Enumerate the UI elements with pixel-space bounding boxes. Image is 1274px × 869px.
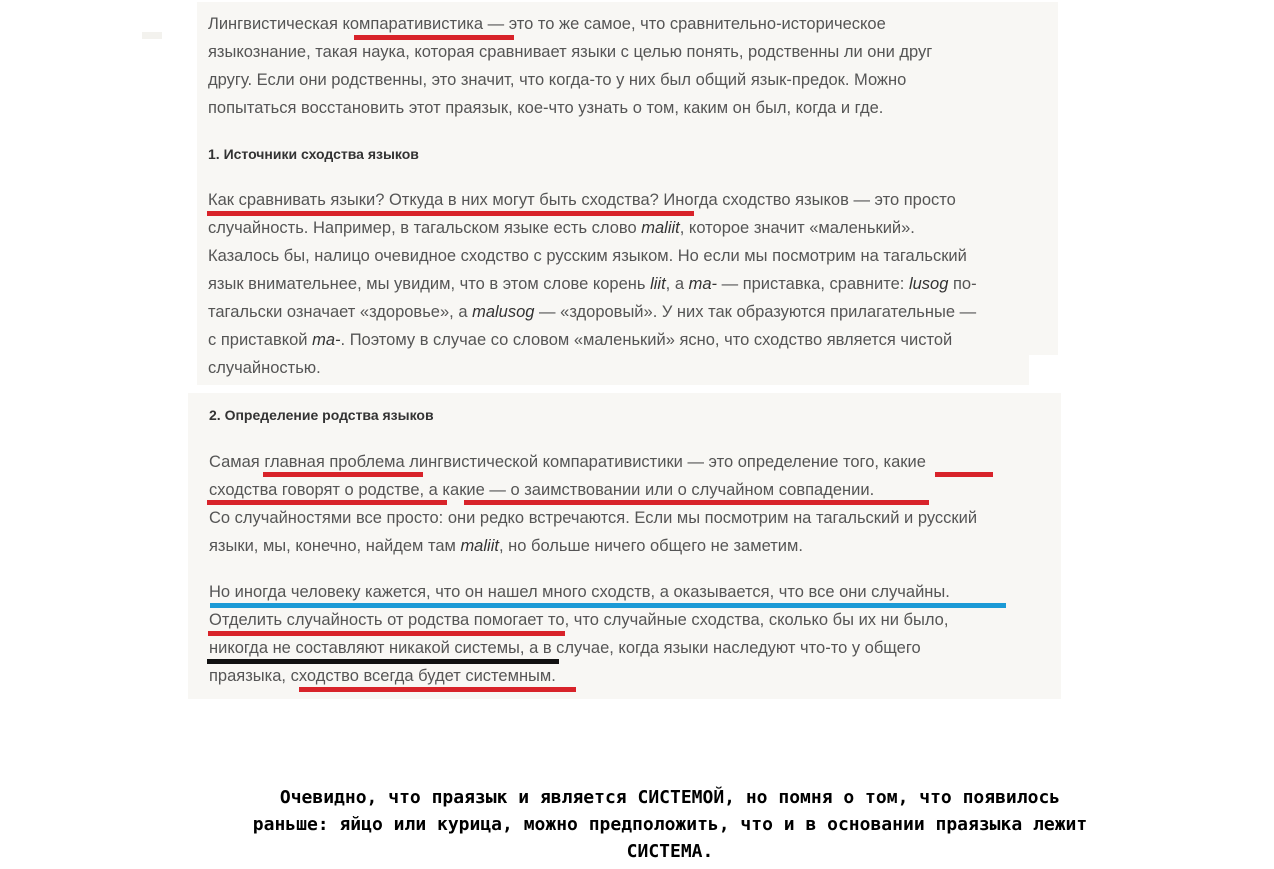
red-underline [263, 472, 423, 477]
intro-line: другу. Если они родственны, это значит, что когда-то у них был общий язык-предок. Можно [208, 71, 907, 89]
article-section-1 [197, 2, 1058, 385]
intro-line: Лингвистическая компаративистика — это то же самое, что сравнительно-историческое [208, 15, 886, 33]
red-underline [354, 35, 514, 40]
body-line: случайность. Например, в тагальском языке есть слово maliit, которое значит «маленький». [208, 219, 915, 237]
body-line: языки, мы, конечно, найдем там maliit, но больше ничего общего не заметим. [209, 537, 803, 555]
example-prefix: ma- [688, 275, 718, 293]
conclusion-caption [180, 784, 1160, 865]
red-underline [464, 500, 929, 505]
caption-line: СИСТЕМА. [626, 841, 714, 862]
red-underline [208, 631, 565, 636]
black-underline [207, 659, 559, 664]
body-line: Как сравнивать языки? Откуда в них могут быть сходства? Иногда сходство языков — это просто [208, 191, 956, 209]
body-line: Казалось бы, налицо очевидное сходство с русским языком. Но если мы посмотрим на тагальский [208, 247, 967, 265]
body-line: с приставкой ma-. Поэтому в случае со словом «маленький» ясно, что сходство является чистой [208, 331, 953, 349]
example-prefix: ma- [312, 331, 341, 349]
body-line: Но иногда человеку кажется, что он нашел много сходств, а оказывается, что все они случайны. [209, 583, 950, 601]
section-heading-sources: 1. Источники сходства языков [208, 146, 419, 162]
panel-notch [1029, 355, 1061, 391]
red-underline [299, 687, 576, 692]
body-line: никогда не составляют никакой системы, а в случае, когда языки наследуют что-то у общего [209, 639, 921, 657]
body-line: сходства говорят о родстве, а какие — о заимствовании или о случайном совпадении. [209, 481, 875, 499]
intro-paragraph [208, 10, 932, 122]
section-heading-kinship: 2. Определение родства языков [209, 407, 434, 423]
body-line: тагальски означает «здоровье», а malusog — «здоровый». У них так образуются прилагательные — [208, 303, 977, 321]
example-root: liit [650, 275, 666, 293]
body-line: Со случайностями все просто: они редко встречаются. Если мы посмотрим на тагальский и русский [209, 509, 978, 527]
corner-mark [142, 32, 162, 39]
article-section-2 [188, 393, 1061, 699]
body-line: случайностью. [208, 359, 321, 377]
red-underline [207, 500, 447, 505]
example-word: maliit [641, 219, 680, 237]
red-underline [935, 472, 993, 477]
body-line: Отделить случайность от родства помогает то, что случайные сходства, сколько бы их ни было, [209, 611, 949, 629]
body-line: язык внимательнее, мы увидим, что в этом слове корень liit, а ma- — приставка, сравните: lusog по- [208, 275, 977, 293]
caption-line: раньше: яйцо или курица, можно предположить, что и в основании праязыка лежит [252, 814, 1088, 835]
intro-line: языкознание, такая наука, которая сравнивает языки с целью понять, родственны ли они друг [208, 43, 933, 61]
example-word: malusog [472, 303, 535, 321]
example-word: maliit [460, 537, 499, 555]
red-underline [207, 211, 694, 216]
intro-line: попытаться восстановить этот праязык, кое-что узнать о том, каким он был, когда и где. [208, 99, 884, 117]
blue-underline [210, 603, 1006, 608]
example-word: lusog [908, 275, 949, 293]
body-line: праязыка, сходство всегда будет системным. [209, 667, 556, 685]
caption-line: Очевидно, что праязык и является СИСТЕМОЙ, но помня о том, что появилось [279, 787, 1061, 808]
body-line: Самая главная проблема лингвистической компаративистики — это определение того, какие [209, 453, 926, 471]
